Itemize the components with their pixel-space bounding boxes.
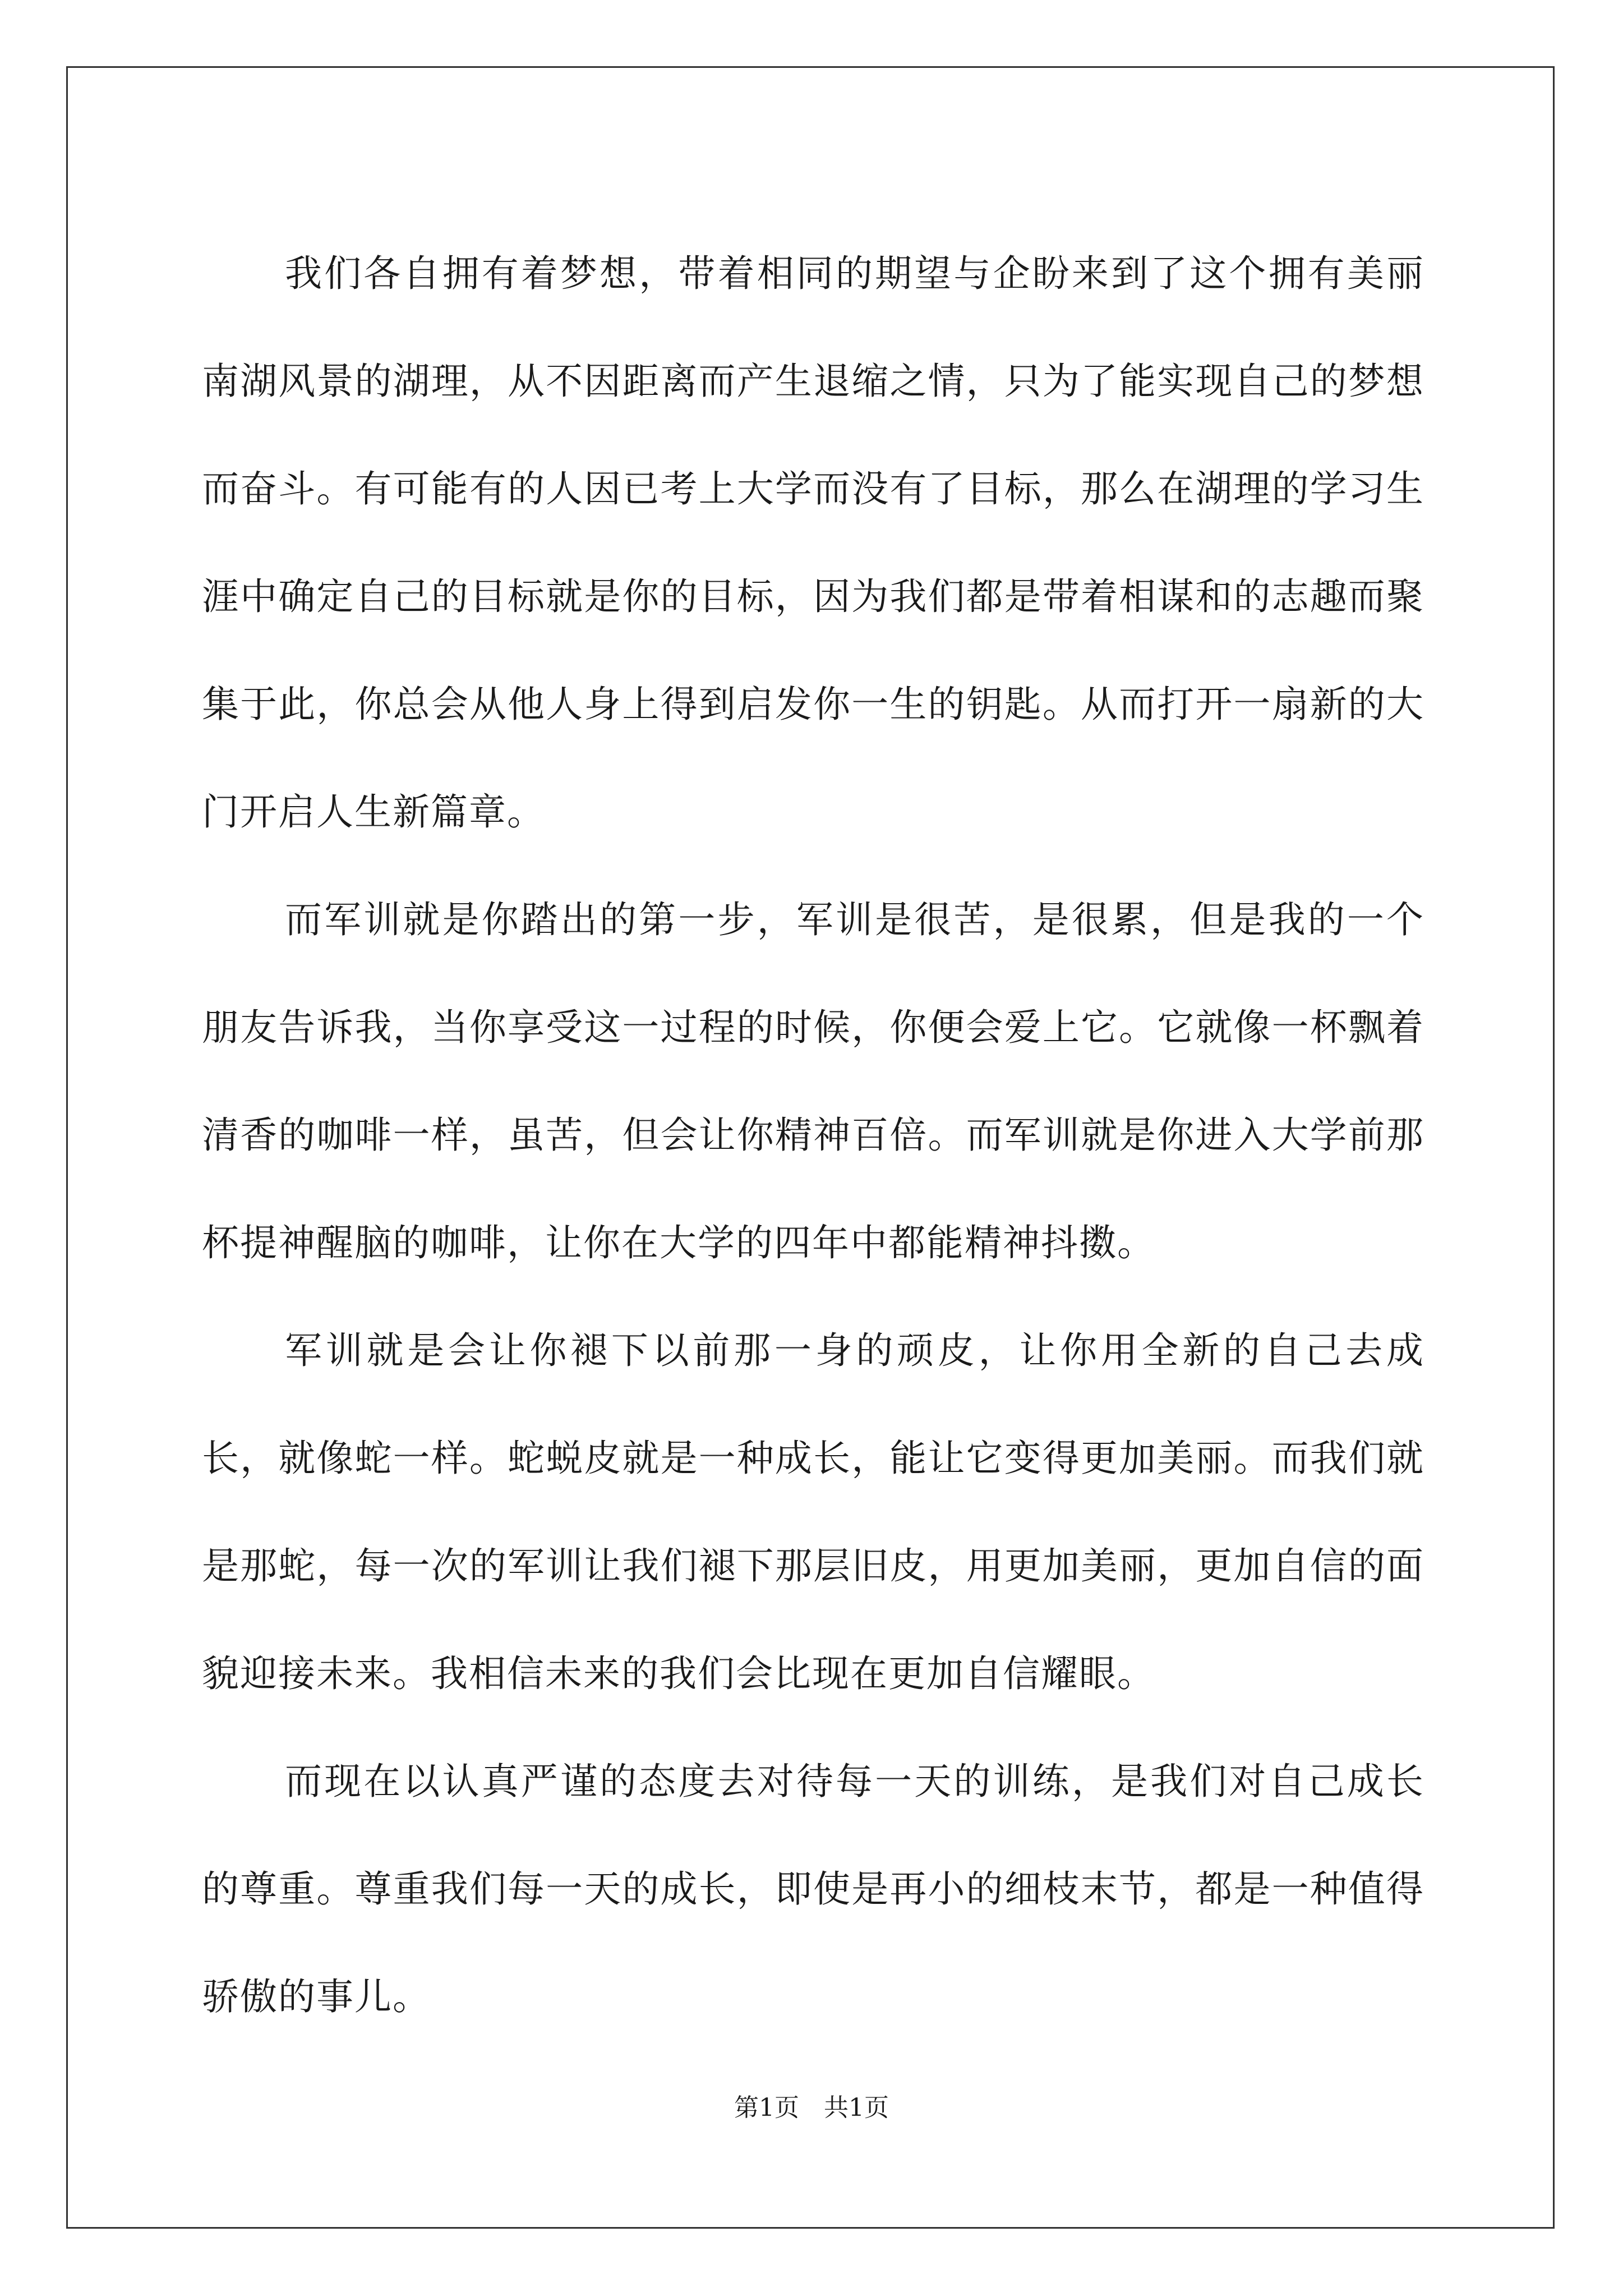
paragraph-1: 我们各自拥有着梦想，带着相同的期望与企盼来到了这个拥有美丽南湖风景的湖理，从不因距离而产生退缩之情，只为了能实现自己的梦想而奋斗。有可能有的人因已考上大学而没有了目标，那么在湖理的学习生涯中确定自己的目标就是你的目标，因为我们都是带着相谋和的志趣而聚集于此，你总会从他人身上得到启发你一生的钥匙。从而打开一扇新的大门开启人生新篇章。	[202, 252, 1424, 834]
paragraph-2: 而军训就是你踏出的第一步，军训是很苦，是很累，但是我的一个朋友告诉我，当你享受这一过程的时候，你便会爱上它。它就像一杯飘着清香的咖啡一样，虽苦，但会让你精神百倍。而军训就是你进入大学前那杯提神醒脑的咖啡，让你在大学的四年中都能精神抖擞。	[202, 898, 1424, 1264]
paragraph-4: 而现在以认真严谨的态度去对待每一天的训练，是我们对自己成长的尊重。尊重我们每一天的成长，即使是再小的细枝末节，都是一种值得骄傲的事儿。	[202, 1760, 1424, 2018]
page-number-current: 第1页	[734, 2093, 799, 2122]
document-body	[202, 220, 1424, 2051]
paragraph-3: 军训就是会让你褪下以前那一身的顽皮，让你用全新的自己去成长，就像蛇一样。蛇蜕皮就是一种成长，能让它变得更加美丽。而我们就是那蛇，每一次的军训让我们褪下那层旧皮，用更加美丽，更加自信的面貌迎接未来。我相信未来的我们会比现在更加自信耀眼。	[202, 1329, 1424, 1695]
page-footer	[0, 2091, 1623, 2125]
page-number-total: 共1页	[824, 2093, 889, 2122]
